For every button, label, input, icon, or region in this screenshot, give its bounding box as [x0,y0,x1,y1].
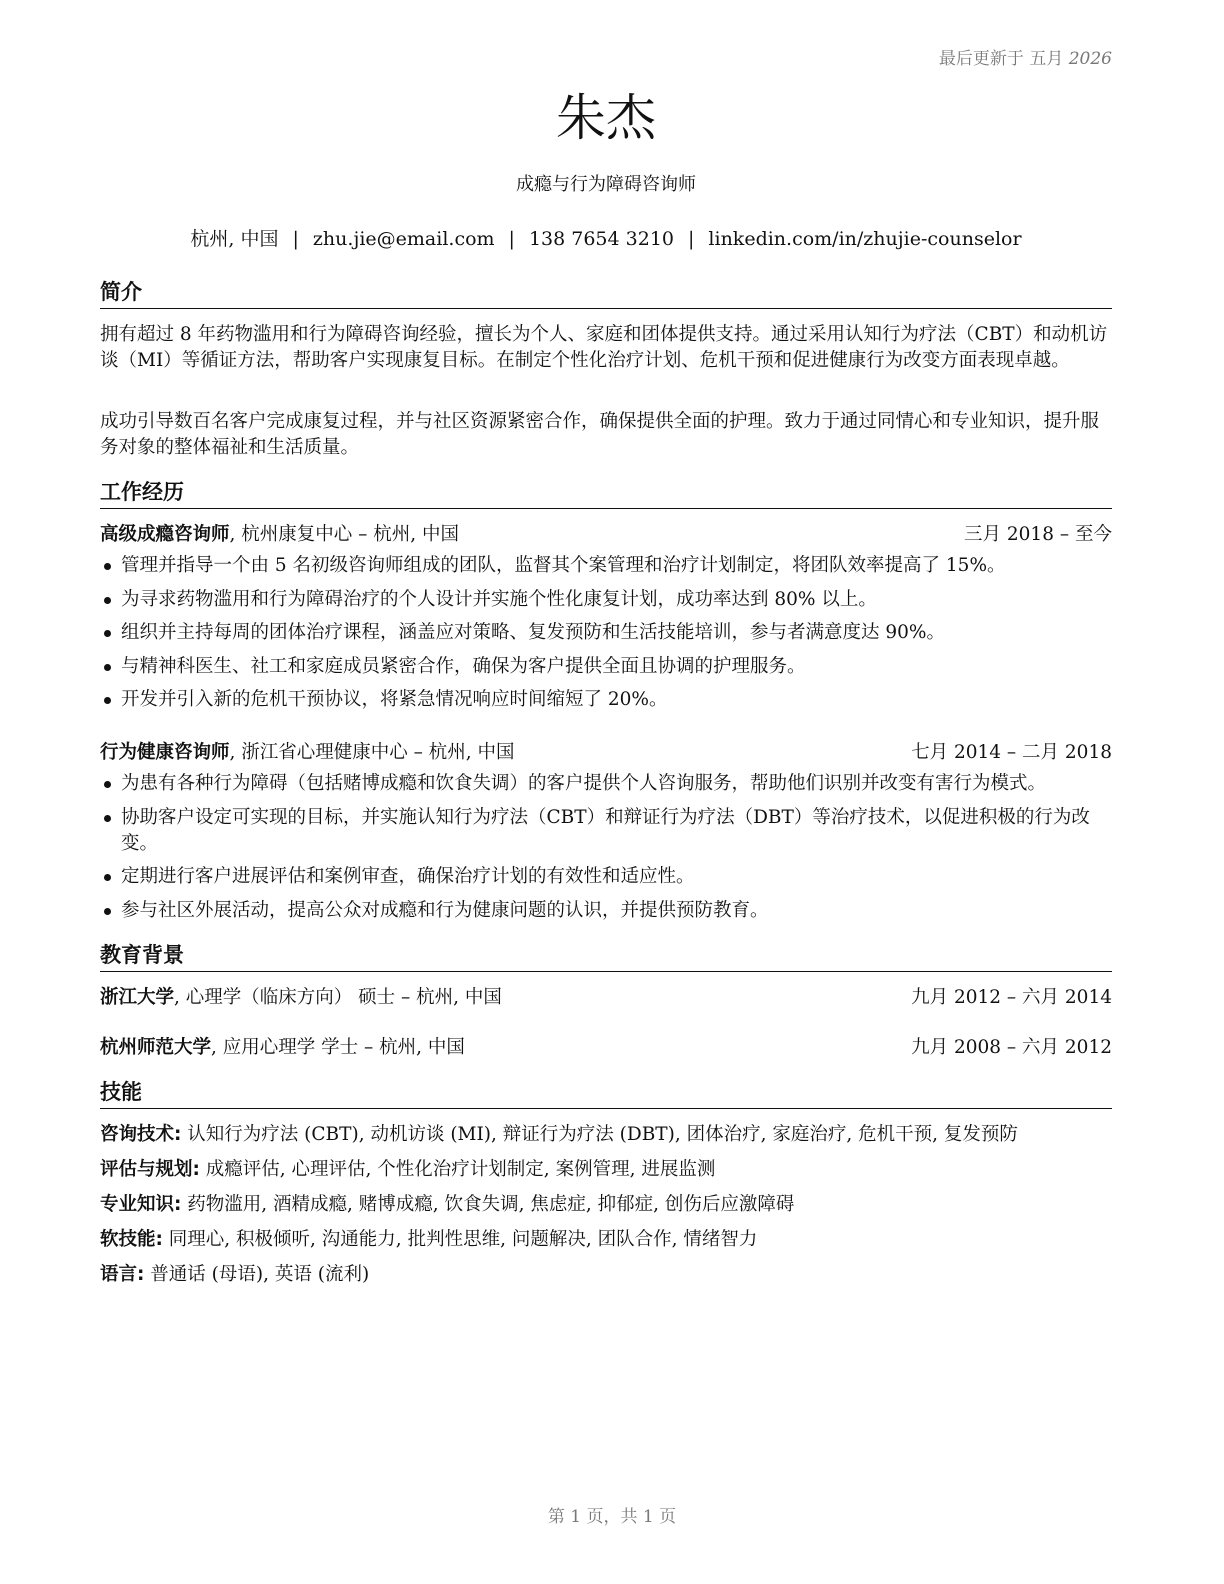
education-school: 杭州师范大学 [100,1037,212,1058]
job-bullet: 参与社区外展活动，提高公众对成瘾和行为健康问题的认识，并提供预防教育。 [100,898,1112,924]
skill-row [100,1192,1112,1218]
education-dates: 九月 2012 – 六月 2014 [911,987,1112,1008]
job-role: 行为健康咨询师 [100,742,230,763]
skill-row [100,1227,1112,1253]
skills-list [100,1122,1112,1297]
candidate-name: 朱杰 [556,89,656,147]
job-dates: 三月 2018 – 至今 [964,524,1112,545]
education-item [100,1035,1112,1061]
job-dates: 七月 2014 – 二月 2018 [911,742,1112,763]
contact-email[interactable]: zhu.jie@email.com [312,228,495,250]
job-header [100,740,1112,766]
job-bullets [100,553,1112,721]
summary-paragraph-1: 拥有超过 8 年药物滥用和行为障碍咨询经验，擅长为个人、家庭和团体提供支持。通过采用认知行为疗法（CBT）和动机访谈（MI）等循证方法，帮助客户实现康复目标。在制定个性化治疗计划、危机干预和促进健康行为改变方面表现卓越。 [100,324,1108,371]
education-heading: 教育背景 [100,941,1112,972]
job-header [100,522,1112,548]
experience-heading: 工作经历 [100,478,1112,509]
job-bullet: 组织并主持每周的团体治疗课程，涵盖应对策略、复发预防和生活技能培训，参与者满意度达 90%。 [100,620,1112,646]
job-bullet: 与精神科医生、社工和家庭成员紧密合作，确保为客户提供全面且协调的护理服务。 [100,654,1112,680]
contact-separator: | [292,228,299,250]
job-org: , 杭州康复中心 – 杭州, 中国 [229,524,460,545]
job-bullet: 管理并指导一个由 5 名初级咨询师组成的团队，监督其个案管理和治疗计划制定，将团队效率提高了 15%。 [100,553,1112,579]
skill-value: 同理心, 积极倾听, 沟通能力, 批判性思维, 问题解决, 团队合作, 情绪智力 [162,1229,758,1250]
job-org: , 浙江省心理健康中心 – 杭州, 中国 [229,742,515,763]
skill-label: 咨询技术: [100,1124,182,1145]
skill-label: 专业知识: [100,1194,182,1215]
skill-value: 普通话 (母语), 英语 (流利) [144,1264,370,1285]
contact-separator: | [508,228,515,250]
skill-row [100,1122,1112,1148]
job-bullet: 协助客户设定可实现的目标，并实施认知行为疗法（CBT）和辩证行为疗法（DBT）等治疗技术，以促进积极的行为改变。 [100,805,1112,857]
skill-label: 语言: [100,1264,145,1285]
education-item [100,985,1112,1011]
job-role: 高级成瘾咨询师 [100,524,230,545]
page-footer: 第 1 页，共 1 页 [547,1507,677,1527]
job-bullet: 为患有各种行为障碍（包括赌博成瘾和饮食失调）的客户提供个人咨询服务，帮助他们识别并改变有害行为模式。 [100,771,1112,797]
candidate-title: 成瘾与行为障碍咨询师 [516,174,696,195]
skill-row [100,1262,1112,1288]
summary-paragraph-2: 成功引导数百名客户完成康复过程，并与社区资源紧密合作，确保提供全面的护理。致力于通过同情心和专业知识，提升服务对象的整体福祉和生活质量。 [100,411,1100,458]
contact-phone: 138 7654 3210 [528,228,675,250]
skill-value: 认知行为疗法 (CBT), 动机访谈 (MI), 辩证行为疗法 (DBT), 团体治疗, 家庭治疗, 危机干预, 复发预防 [181,1124,1018,1145]
education-dates: 九月 2008 – 六月 2012 [911,1037,1112,1058]
education-detail: , 心理学（临床方向） 硕士 – 杭州, 中国 [174,987,502,1008]
education-school: 浙江大学 [100,987,175,1008]
contact-location: 杭州, 中国 [190,228,279,250]
skill-value: 药物滥用, 酒精成瘾, 赌博成瘾, 饮食失调, 焦虑症, 抑郁症, 创伤后应激障碍 [181,1194,795,1215]
education-detail: , 应用心理学 学士 – 杭州, 中国 [211,1037,465,1058]
skill-label: 软技能: [100,1229,163,1250]
last-updated [939,44,1112,69]
contact-line [100,224,1112,251]
skills-heading: 技能 [100,1078,1112,1109]
skill-label: 评估与规划: [100,1159,200,1180]
job-bullet: 为寻求药物滥用和行为障碍治疗的个人设计并实施个性化康复计划，成功率达到 80% 以上。 [100,587,1112,613]
job-bullets [100,771,1112,931]
job-bullet: 开发并引入新的危机干预协议，将紧急情况响应时间缩短了 20%。 [100,687,1112,713]
contact-linkedin[interactable]: linkedin.com/in/zhujie-counselor [708,228,1022,250]
last-updated-label: 最后更新于 五月 [938,49,1064,69]
job-bullet: 定期进行客户进展评估和案例审查，确保治疗计划的有效性和适应性。 [100,864,1112,890]
last-updated-year: 2026 [1068,49,1112,69]
skill-row [100,1157,1112,1183]
contact-separator: | [688,228,695,250]
summary-heading: 简介 [100,278,1112,309]
skill-value: 成瘾评估, 心理评估, 个性化治疗计划制定, 案例管理, 进展监测 [199,1159,716,1180]
